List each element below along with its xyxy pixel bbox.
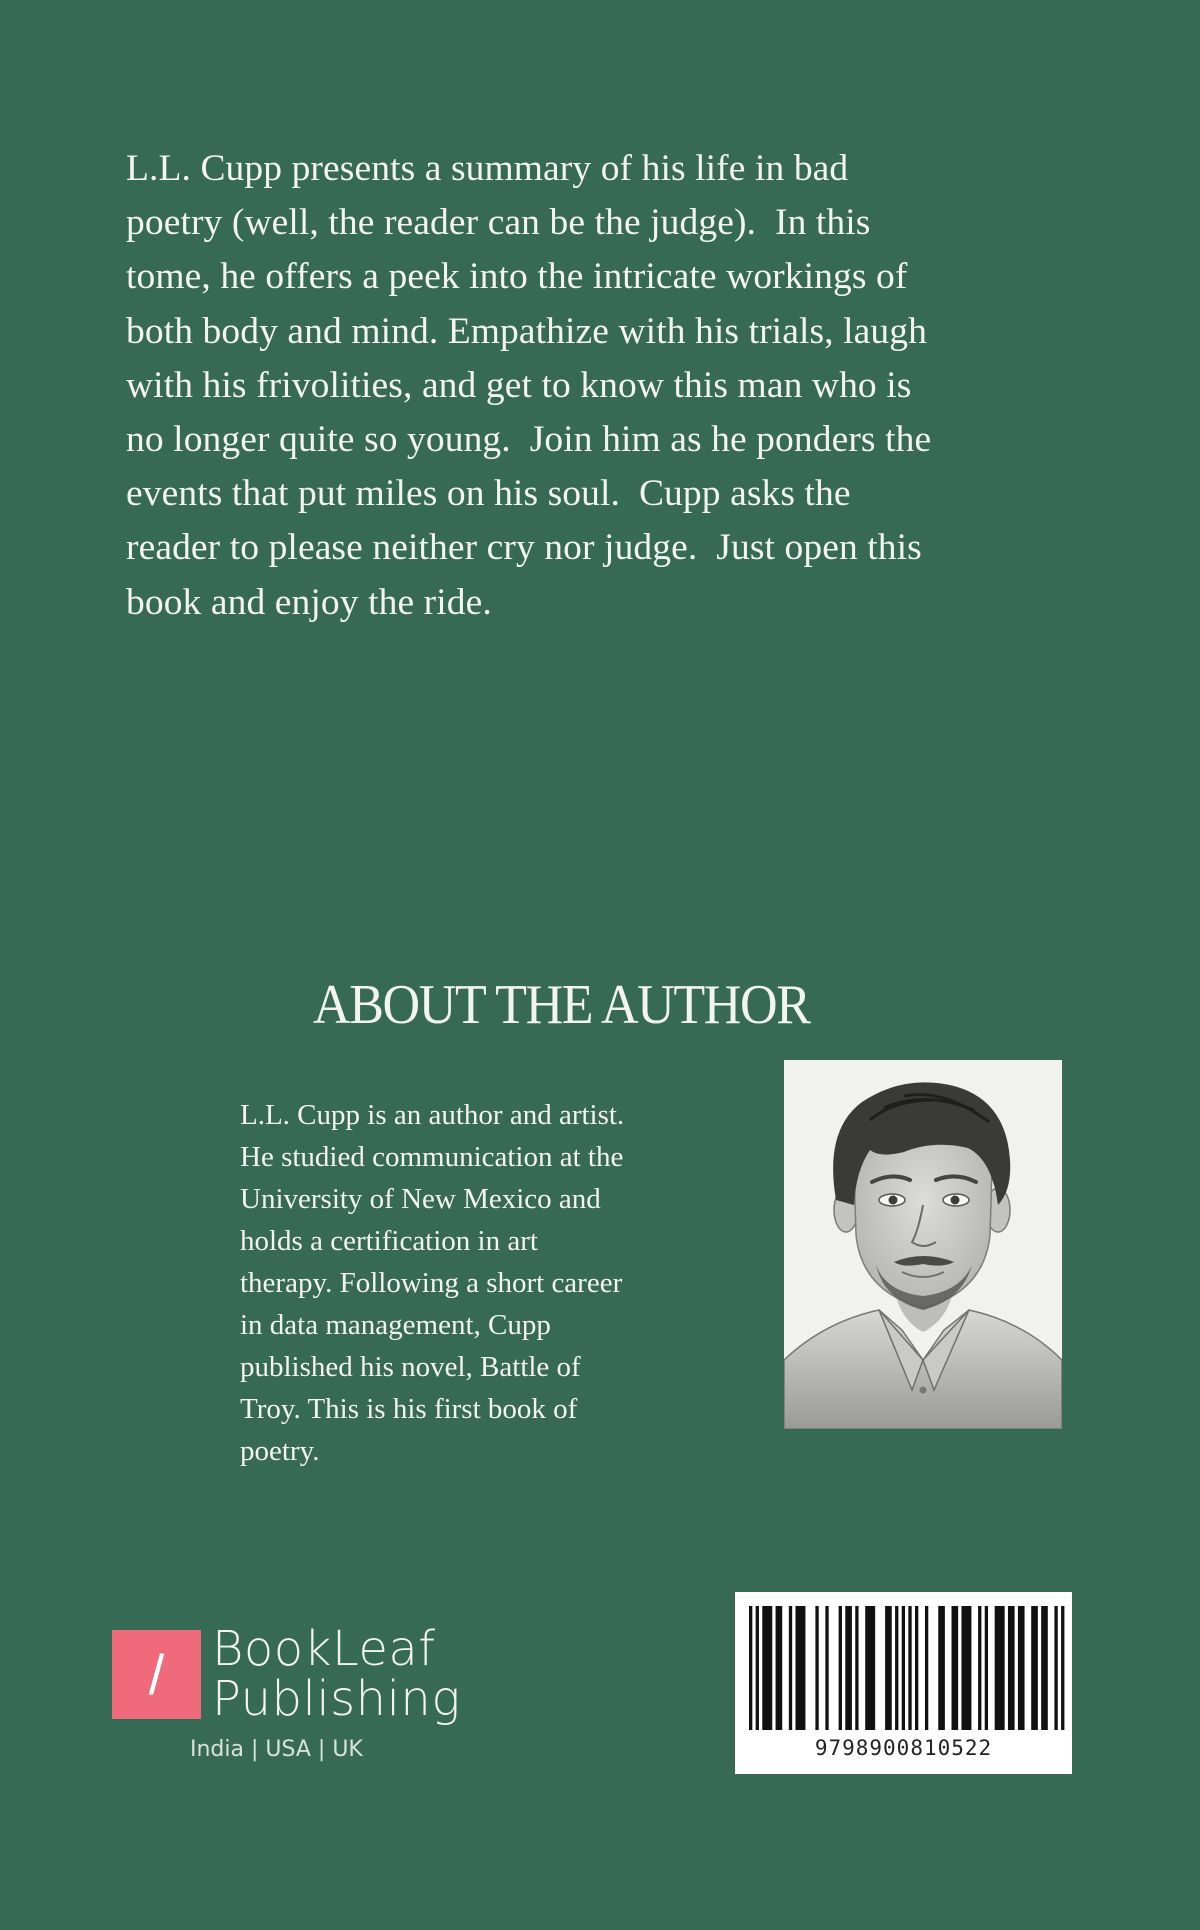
publisher-regions: India | USA | UK [190, 1737, 363, 1762]
isbn-number: 9798900810522 [814, 1736, 993, 1760]
barcode-bar [795, 1606, 805, 1730]
slash-icon: / [148, 1642, 165, 1706]
barcode-bar [961, 1606, 971, 1730]
barcode-bar [925, 1606, 928, 1730]
bio-line: Troy. This is his first book of [240, 1393, 578, 1425]
blurb-line: reader to please neither cry nor judge. Just open this [126, 527, 922, 569]
barcode-bar [1031, 1606, 1038, 1730]
barcode-bar [1054, 1606, 1057, 1730]
barcode-bar [756, 1606, 759, 1730]
blurb-line: events that put miles on his soul. Cupp asks the [126, 473, 851, 515]
blurb-line: tome, he offers a peek into the intricate workings of [126, 256, 908, 298]
bio-line: published his novel, Battle of [240, 1351, 581, 1383]
barcode-bar [938, 1606, 945, 1730]
about-heading: ABOUT THE AUTHOR [313, 974, 810, 1036]
barcode-bar [1061, 1606, 1064, 1730]
barcode-bar [865, 1606, 875, 1730]
barcode-bar [749, 1606, 752, 1730]
barcode-bar [915, 1606, 918, 1730]
blurb-line: no longer quite so young. Join him as he ponders the [126, 419, 932, 461]
blurb-line: with his frivolities, and get to know this man who is [126, 364, 912, 406]
isbn-barcode [735, 1592, 1072, 1774]
barcode-bar [845, 1606, 852, 1730]
bio-line: He studied communication at the [240, 1141, 624, 1173]
blurb-text [126, 142, 1026, 630]
barcode-bar [895, 1606, 898, 1730]
barcode-bar [815, 1606, 818, 1730]
barcode-bar [1041, 1606, 1048, 1730]
barcode-bar [885, 1606, 892, 1730]
blurb-line: book and enjoy the ride. [126, 581, 492, 623]
author-portrait-drawing [784, 1060, 1062, 1429]
barcode-bar [776, 1606, 783, 1730]
barcode-bar [789, 1606, 792, 1730]
barcode-bar [902, 1606, 905, 1730]
bio-line: therapy. Following a short career [240, 1267, 623, 1299]
bio-line: in data management, Cupp [240, 1309, 551, 1341]
publisher-name-line1: BookLeaf [212, 1621, 436, 1677]
barcode-bar [908, 1606, 911, 1730]
barcode-bar [995, 1606, 1005, 1730]
barcode-bar [978, 1606, 981, 1730]
bio-line: holds a certification in art [240, 1225, 538, 1257]
blurb-line: L.L. Cupp presents a summary of his life in bad [126, 148, 849, 189]
barcode-bar [1008, 1606, 1015, 1730]
blurb-line: poetry (well, the reader can be the judge). In this [126, 202, 871, 244]
barcode-bar [839, 1606, 842, 1730]
blurb-line: both body and mind. Empathize with his trials, laugh [126, 310, 927, 352]
author-bio [240, 1094, 700, 1472]
bio-line: University of New Mexico and [240, 1183, 601, 1215]
author-portrait [784, 1060, 1062, 1429]
barcode-bar [762, 1606, 772, 1730]
barcode-bar [1018, 1606, 1025, 1730]
barcode-bar [985, 1606, 988, 1730]
publisher-name-line2: Publishing [212, 1671, 461, 1727]
barcode-bar [855, 1606, 858, 1730]
publisher-logo-mark [112, 1630, 201, 1719]
publisher-name [212, 1621, 461, 1727]
barcode-bar [825, 1606, 828, 1730]
bio-line: L.L. Cupp is an author and artist. [240, 1099, 625, 1131]
barcode-bar [952, 1606, 959, 1730]
bio-line: poetry. [240, 1435, 320, 1467]
